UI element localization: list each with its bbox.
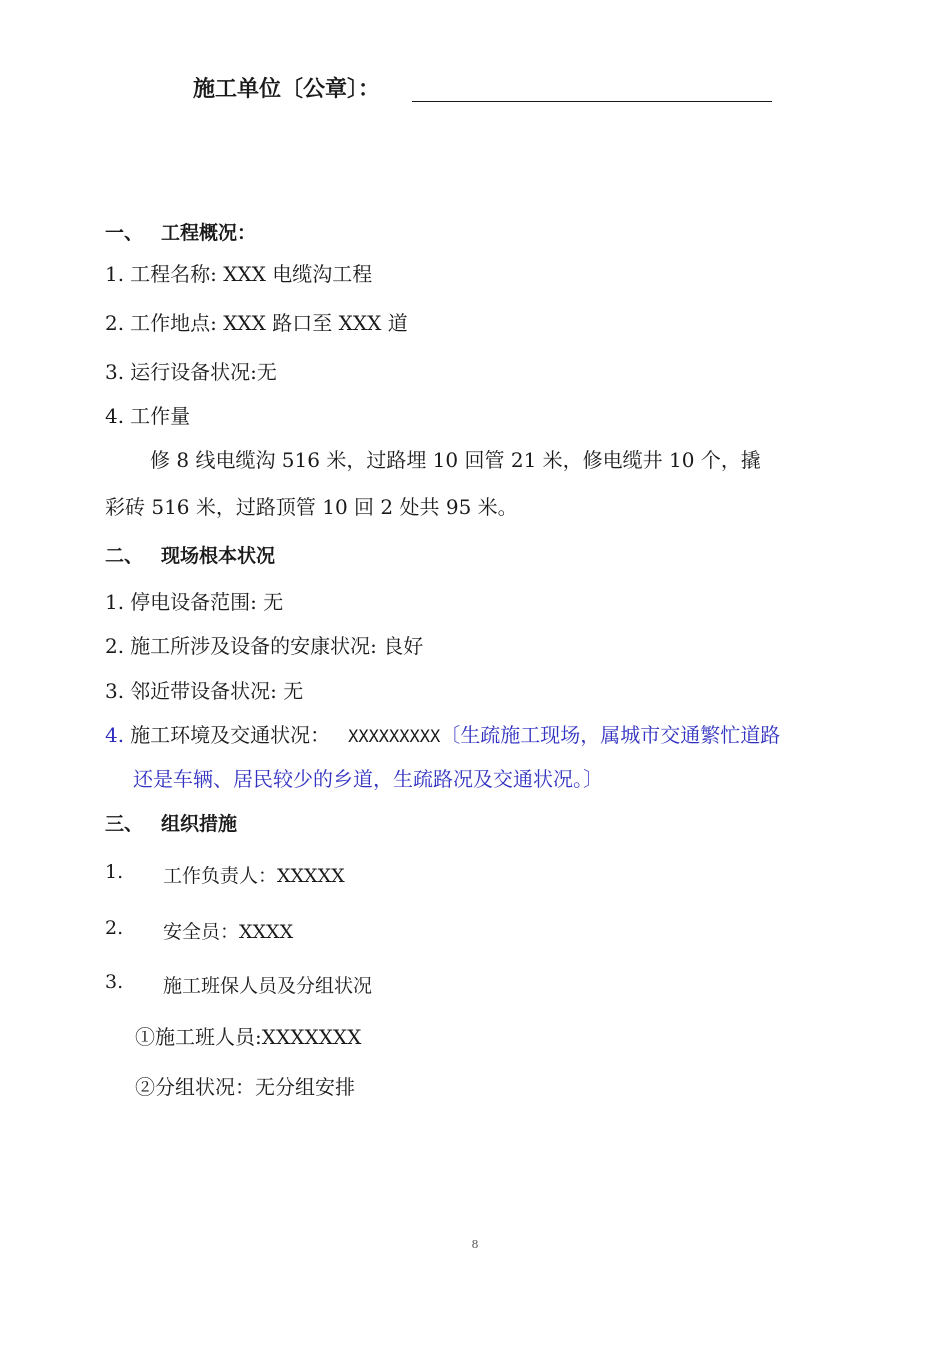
section-heading-organization (105, 809, 238, 836)
item-number: 1. (105, 262, 125, 286)
item-text: 邻近带设备状况: 无 (130, 679, 304, 703)
section-title: 组织措施 (161, 813, 238, 835)
section-number: 二、 (105, 545, 144, 567)
item-text: 停电设备范围: 无 (130, 590, 284, 614)
item-number: 2. (105, 917, 124, 939)
section-title: 现场根本状况 (161, 545, 276, 567)
item-text: 施工环境及交通状况： (130, 723, 331, 747)
org-sub-item-crew-members: ①施工班人员:XXXXXXX (135, 1025, 362, 1049)
item-number: 2. (105, 634, 125, 658)
overview-item-workload (105, 400, 190, 429)
item-text: 施工所涉及设备的安康状况: 良好 (130, 634, 424, 658)
section-heading-site (105, 541, 276, 568)
company-seal-label: 施工单位〔公章〕： (193, 77, 381, 102)
site-item-outage-scope (105, 586, 283, 615)
item-number: 4. (105, 723, 125, 747)
item-number: 2. (105, 311, 125, 335)
site-item-equipment-health (105, 630, 423, 659)
org-item-work-leader (105, 861, 345, 887)
org-sub-item-grouping-status: ②分组状况：无分组安排 (135, 1075, 355, 1099)
workload-description-line2: 彩砖 516 米，过路顶管 10 回 2 处共 95 米。 (105, 495, 518, 519)
overview-item-location (105, 307, 408, 336)
org-item-crew-grouping (105, 971, 373, 997)
item-text: 安全员：XXXX (163, 921, 294, 943)
item-number: 3. (105, 679, 125, 703)
signature-blank-line (412, 101, 772, 102)
section-number: 三、 (105, 813, 144, 835)
section-heading-overview (105, 218, 257, 245)
environment-value: XXXXXXXXX (348, 727, 441, 747)
item-text: 运行设备状况:无 (130, 360, 277, 384)
item-number: 3. (105, 971, 124, 993)
workload-description-line1: 修 8 线电缆沟 516 米，过路埋 10 回管 21 米，修电缆井 10 个，撬 (150, 448, 761, 472)
item-text: 施工班保人员及分组状况 (163, 975, 373, 997)
item-text: 工作地点: XXX 路口至 XXX 道 (130, 311, 408, 335)
org-item-safety-officer (105, 917, 294, 943)
site-item-environment-traffic (105, 719, 780, 748)
item-number: 1. (105, 590, 125, 614)
section-title: 工程概况： (161, 222, 257, 244)
environment-note-line2: 还是车辆、居民较少的乡道，生疏路况及交通状况。〕 (133, 767, 603, 791)
page-number: 8 (471, 1238, 479, 1251)
section-number: 一、 (105, 222, 144, 244)
site-item-adjacent-equipment (105, 675, 303, 704)
item-text: 工作量 (130, 404, 191, 428)
overview-item-project-name (105, 258, 372, 287)
item-number: 1. (105, 861, 124, 883)
item-number: 4. (105, 404, 125, 428)
item-number: 3. (105, 360, 125, 384)
overview-item-equipment-status (105, 356, 277, 385)
item-text: 工作负责人：XXXXX (163, 865, 345, 887)
environment-note: 〔生疏施工现场，属城市交通繁忙道路 (440, 723, 781, 747)
item-text: 工程名称: XXX 电缆沟工程 (130, 262, 373, 286)
